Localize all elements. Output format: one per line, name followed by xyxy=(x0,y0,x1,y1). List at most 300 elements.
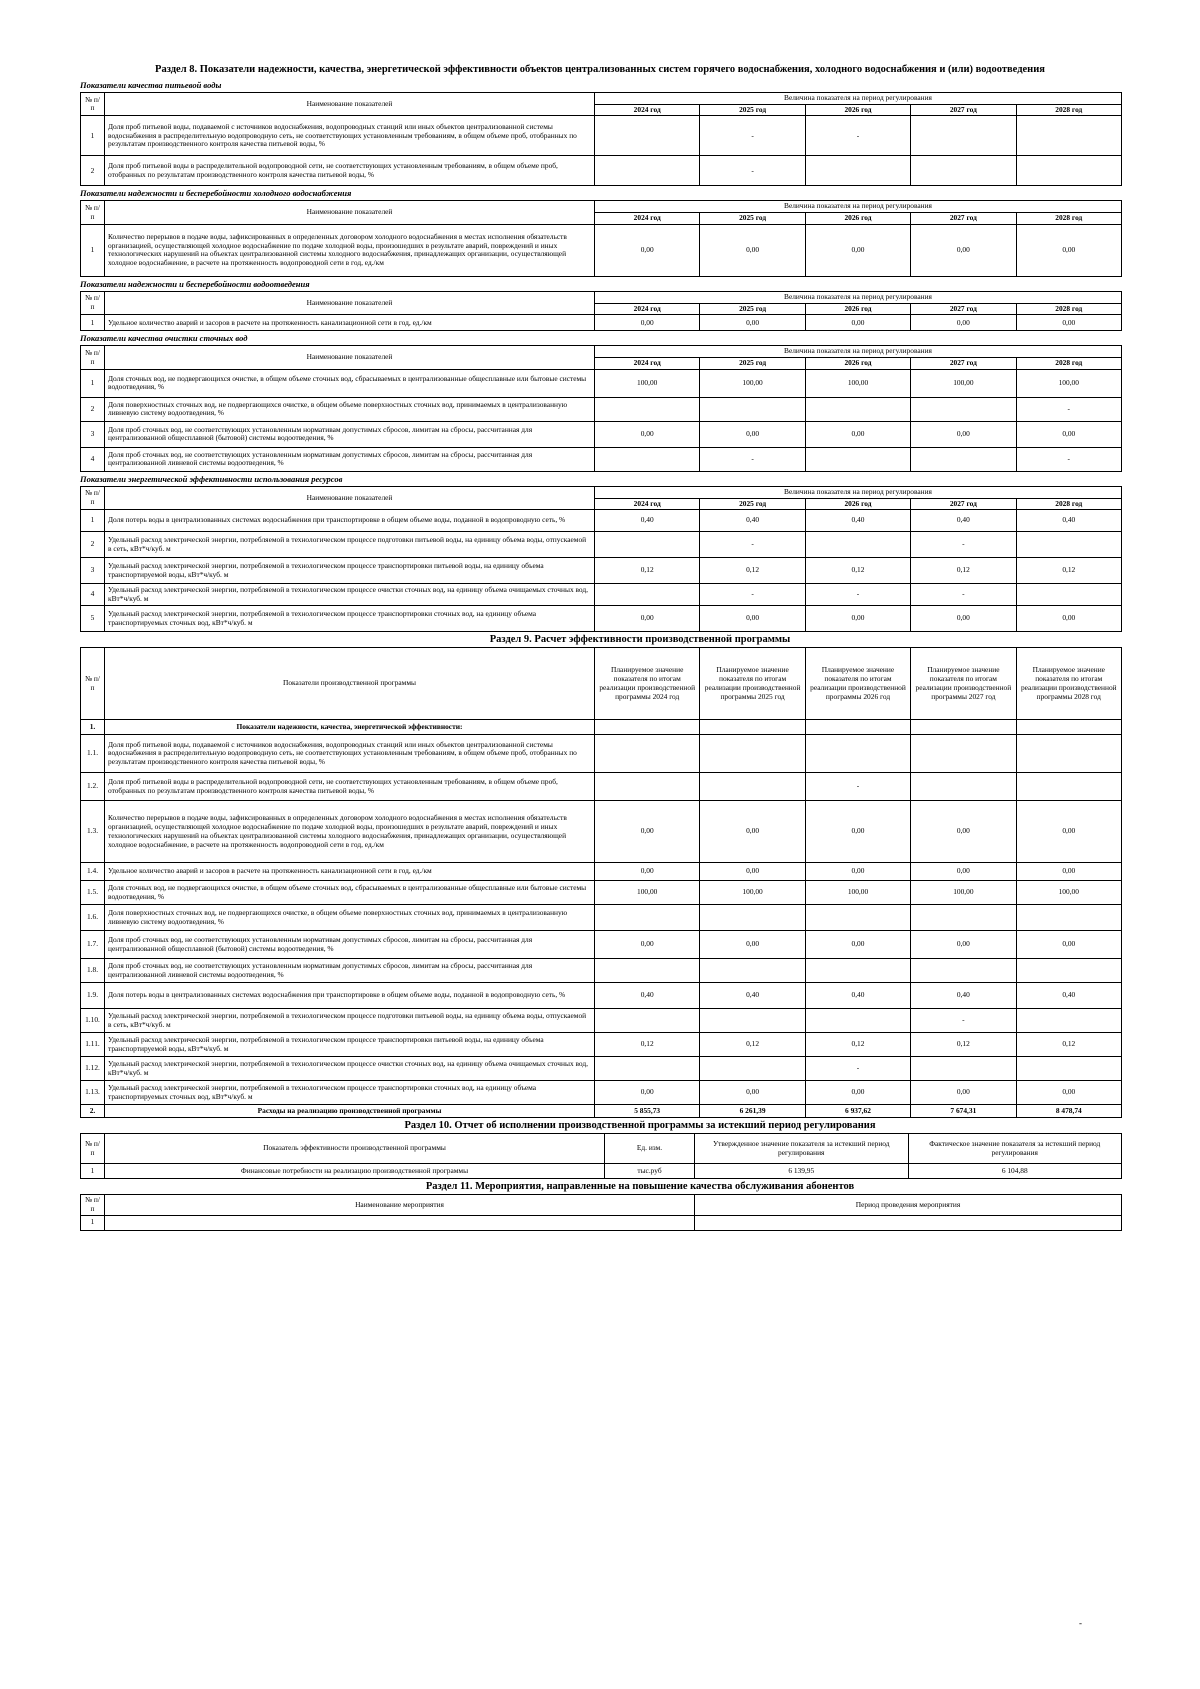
table-row xyxy=(81,801,1122,863)
s9-row-value: 0,12 xyxy=(805,1033,910,1057)
s9-total-value: 6 937,62 xyxy=(805,1105,910,1118)
table-row xyxy=(81,881,1122,905)
s9-row-value: - xyxy=(805,773,910,801)
s8-name-header: Наименование показателей xyxy=(105,346,595,369)
s8-name-header: Наименование показателей xyxy=(105,486,595,509)
s8-row-value: - xyxy=(911,532,1016,558)
s9-col-2026: Планируемое значение показателя по итогам реализации производственной программы 2026 год xyxy=(805,648,910,720)
section9-table xyxy=(80,647,1122,1118)
s9-row-name: Доля сточных вод, не подвергающихся очистке, в общем объеме сточных вод, сбрасываемых в централизованные общесплавные или бытовые системы водоотведения, % xyxy=(105,881,595,905)
s9-row-value: 0,00 xyxy=(805,931,910,959)
table-row xyxy=(81,397,1122,421)
s9-row-value xyxy=(1016,773,1121,801)
s8-group-table xyxy=(80,291,1122,331)
s8-row-value: 0,00 xyxy=(700,224,805,276)
table-row xyxy=(81,1057,1122,1081)
s9-row-value xyxy=(1016,905,1121,931)
s8-row-name: Удельный расход электрической энергии, потребляемой в технологическом процессе транспортировки питьевой воды, на единицу объема транспортируемой воды, кВт*ч/куб. м xyxy=(105,558,595,584)
s9-row-num: 1.13. xyxy=(81,1081,105,1105)
s8-row-value: 0,00 xyxy=(700,606,805,632)
s8-row-value: - xyxy=(805,116,910,156)
s8-row-value: - xyxy=(911,584,1016,606)
s10-name-header: Показатель эффективности производственной программы xyxy=(105,1134,605,1164)
s9-row-value: 100,00 xyxy=(595,881,700,905)
s8-group-table xyxy=(80,200,1122,276)
page-mark: - xyxy=(1079,1618,1082,1628)
s8-row-value xyxy=(595,116,700,156)
s8-row-value: 0,40 xyxy=(700,510,805,532)
s9-row-value xyxy=(595,1057,700,1081)
s8-name-header: Наименование показателей xyxy=(105,201,595,224)
s8-num-header: № п/п xyxy=(81,201,105,224)
s8-year-header: 2026 год xyxy=(805,498,910,510)
table-row xyxy=(81,532,1122,558)
s8-row-name: Удельный расход электрической энергии, потребляемой в технологическом процессе транспортировки сточных вод, на единицу объема транспортируемых сточных вод, кВт*ч/куб. м xyxy=(105,606,595,632)
s8-row-value xyxy=(700,397,805,421)
s8-row-num: 3 xyxy=(81,421,105,447)
s8-group-table xyxy=(80,345,1122,471)
s8-row-num: 5 xyxy=(81,606,105,632)
s8-row-value xyxy=(595,532,700,558)
s9-row-value xyxy=(805,735,910,773)
s9-row-value: 0,40 xyxy=(700,983,805,1009)
s8-year-header: 2026 год xyxy=(805,104,910,116)
s8-row-value: 0,00 xyxy=(1016,606,1121,632)
s8-period-header: Величина показателя на период регулирования xyxy=(595,93,1122,105)
s8-row-value: 0,00 xyxy=(700,421,805,447)
table-row xyxy=(81,773,1122,801)
s8-year-header: 2026 год xyxy=(805,358,910,370)
s8-row-value: 0,00 xyxy=(700,315,805,331)
s8-row-value xyxy=(911,116,1016,156)
s9-row-value: 0,00 xyxy=(1016,931,1121,959)
s9-row-value: 0,00 xyxy=(700,801,805,863)
s9-row-value xyxy=(805,959,910,983)
s9-row-num: 1.10. xyxy=(81,1009,105,1033)
table-row xyxy=(81,156,1122,186)
s8-row-value: 0,00 xyxy=(805,315,910,331)
s8-row-value: 0,00 xyxy=(595,606,700,632)
s9-col-2025: Планируемое значение показателя по итогам реализации производственной программы 2025 год xyxy=(700,648,805,720)
s8-row-value: 0,00 xyxy=(595,421,700,447)
s9-row-num: 1.8. xyxy=(81,959,105,983)
s8-year-header: 2025 год xyxy=(700,104,805,116)
s8-row-name: Удельное количество аварий и засоров в расчете на протяженность канализационной сети в год, ед./км xyxy=(105,315,595,331)
s8-year-header: 2028 год xyxy=(1016,303,1121,315)
s9-row-value: 0,00 xyxy=(805,863,910,881)
s8-year-header: 2026 год xyxy=(805,303,910,315)
s8-group-title: Показатели надежности и бесперебойности холодного водоснабжения xyxy=(80,188,352,199)
s9-total-num: 2. xyxy=(81,1105,105,1118)
s9-row-value: 0,00 xyxy=(911,931,1016,959)
s9-row-name: Удельный расход электрической энергии, потребляемой в технологическом процессе подготовки питьевой воды, на единицу объема воды, отпускаемой в сеть, кВт*ч/куб. м xyxy=(105,1009,595,1033)
s9-row-value xyxy=(911,735,1016,773)
s9-row-num: 1.7. xyxy=(81,931,105,959)
s8-row-value: 0,00 xyxy=(805,606,910,632)
s9-row-value: 0,00 xyxy=(595,863,700,881)
s8-group-title: Показатели надежности и бесперебойности водоотведения xyxy=(80,278,310,289)
section8-title: Раздел 8. Показатели надежности, качества, энергетической эффективности объектов централизованных систем горячего водоснабжения, холодного водоснабжения и (или) водоотведения xyxy=(155,64,1045,75)
s8-year-header: 2025 год xyxy=(700,498,805,510)
s9-row-name: Доля потерь воды в централизованных системах водоснабжения при транспортировке в общем объеме воды, поданной в водопроводную сеть, % xyxy=(105,983,595,1009)
s8-row-value: - xyxy=(1016,447,1121,471)
s9-col-2028: Планируемое значение показателя по итогам реализации производственной программы 2028 год xyxy=(1016,648,1121,720)
s9-row-value xyxy=(700,773,805,801)
s9-row-name: Количество перерывов в подаче воды, зафиксированных в определенных договором холодного водоснабжения в местах исполнения обязательств организацией, осуществляющей холодное водоснабжение по подаче холодной воды, произошедших в результате аварий, повреждений и иных технологических нарушений на объектах централизованной системы холодного водоснабжения, принадлежащих организации, осуществляющей холодное водоснабжение, в расчете на протяженность водопроводной сети в год, ед./км xyxy=(105,801,595,863)
s8-name-header: Наименование показателей xyxy=(105,93,595,116)
s9-row-value: 100,00 xyxy=(805,881,910,905)
s10-unit-header: Ед. изм. xyxy=(605,1134,695,1164)
s8-row-value: - xyxy=(700,447,805,471)
s8-row-num: 1 xyxy=(81,510,105,532)
s8-row-name: Удельный расход электрической энергии, потребляемой в технологическом процессе подготовки питьевой воды, на единицу объема воды, отпускаемой в сеть, кВт*ч/куб. м xyxy=(105,532,595,558)
s8-year-header: 2028 год xyxy=(1016,213,1121,225)
s9-row-name: Доля проб сточных вод, не соответствующих установленным нормативам допустимых сбросов, лимитам на сбросы, рассчитанная для централизованной ливневой системы водоотведения, % xyxy=(105,959,595,983)
s9-col-2027: Планируемое значение показателя по итогам реализации производственной программы 2027 год xyxy=(911,648,1016,720)
s8-year-header: 2026 год xyxy=(805,213,910,225)
table-row xyxy=(81,421,1122,447)
s9-num-header: № п/п xyxy=(81,648,105,720)
s9-total-value: 7 674,31 xyxy=(911,1105,1016,1118)
s8-row-value: - xyxy=(700,584,805,606)
s9-row-value: 0,00 xyxy=(595,801,700,863)
s9-row-value: 0,00 xyxy=(1016,801,1121,863)
s8-year-header: 2027 год xyxy=(911,213,1016,225)
s8-row-name: Количество перерывов в подаче воды, зафиксированных в определенных договором холодного водоснабжения в местах исполнения обязательств организацией, осуществляющей холодное водоснабжение по подаче холодной воды, произошедших в результате аварий, повреждений и иных технологических нарушений на объектах централизованной системы холодного водоснабжения, принадлежащих организации, осуществляющей холодное водоснабжение, в расчете на протяженность водопроводной сети в год, ед./км xyxy=(105,224,595,276)
s8-row-value: 0,40 xyxy=(595,510,700,532)
s8-row-value: - xyxy=(700,116,805,156)
s8-row-num: 1 xyxy=(81,369,105,397)
s9-row-value xyxy=(911,959,1016,983)
s8-row-value xyxy=(911,397,1016,421)
s9-row-value: 0,40 xyxy=(805,983,910,1009)
section10-table xyxy=(80,1133,1122,1179)
s9-name-header: Показатели производственной программы xyxy=(105,648,595,720)
table-row xyxy=(81,224,1122,276)
s8-row-value: 0,40 xyxy=(911,510,1016,532)
s11-row-name xyxy=(105,1215,695,1230)
s10-num-header: № п/п xyxy=(81,1134,105,1164)
s11-num-header: № п/п xyxy=(81,1195,105,1215)
s8-year-header: 2024 год xyxy=(595,213,700,225)
s9-row-value: 0,00 xyxy=(595,931,700,959)
s8-group-title: Показатели качества очистки сточных вод xyxy=(80,333,248,344)
s8-row-num: 4 xyxy=(81,447,105,471)
s8-row-value xyxy=(595,397,700,421)
s8-row-value xyxy=(595,156,700,186)
s9-row-num: 1.5. xyxy=(81,881,105,905)
s9-row-name: Удельное количество аварий и засоров в расчете на протяженность канализационной сети в год, ед./км xyxy=(105,863,595,881)
table-row xyxy=(81,1033,1122,1057)
table-row xyxy=(81,931,1122,959)
s9-row-name: Доля поверхностных сточных вод, не подвергающихся очистке, в общем объеме поверхностных сточных вод, принимаемых в централизованную ливневую систему водоотведения, % xyxy=(105,905,595,931)
s8-year-header: 2028 год xyxy=(1016,104,1121,116)
s9-row-num: 1.1. xyxy=(81,735,105,773)
s8-row-name: Доля потерь воды в централизованных системах водоснабжения при транспортировке в общем объеме воды, поданной в водопроводную сеть, % xyxy=(105,510,595,532)
s8-row-value: 0,00 xyxy=(911,421,1016,447)
s8-year-header: 2027 год xyxy=(911,104,1016,116)
section11-table xyxy=(80,1194,1122,1230)
section8-body xyxy=(80,78,1200,632)
table-row xyxy=(81,905,1122,931)
s9-row-value: 0,40 xyxy=(595,983,700,1009)
s9-row-value xyxy=(700,905,805,931)
s9-row-value: 0,40 xyxy=(911,983,1016,1009)
s8-row-name: Доля проб сточных вод, не соответствующих установленным нормативам допустимых сбросов, лимитам на сбросы, рассчитанная для централизованной общесплавной (бытовой) системы водоотведения, % xyxy=(105,421,595,447)
s8-row-value xyxy=(805,156,910,186)
s8-year-header: 2027 год xyxy=(911,303,1016,315)
s8-row-value: 100,00 xyxy=(805,369,910,397)
s9-row-value: 0,00 xyxy=(911,863,1016,881)
s8-year-header: 2024 год xyxy=(595,104,700,116)
s8-row-value xyxy=(911,447,1016,471)
s8-row-value: 0,00 xyxy=(805,421,910,447)
s8-row-value: 100,00 xyxy=(700,369,805,397)
table-row xyxy=(81,983,1122,1009)
s8-num-header: № п/п xyxy=(81,346,105,369)
s9-row-value xyxy=(700,959,805,983)
s9-row-value: 0,00 xyxy=(805,801,910,863)
s9-row-value xyxy=(595,1009,700,1033)
s9-group-num: 1. xyxy=(81,720,105,735)
table-row xyxy=(81,863,1122,881)
s8-year-header: 2025 год xyxy=(700,303,805,315)
s8-row-value: 100,00 xyxy=(1016,369,1121,397)
s9-total-name: Расходы на реализацию производственной программы xyxy=(105,1105,595,1118)
s9-total-value: 5 855,73 xyxy=(595,1105,700,1118)
s9-row-name: Удельный расход электрической энергии, потребляемой в технологическом процессе очистки сточных вод, на единицу объема очищаемых сточных вод, кВт*ч/куб. м xyxy=(105,1057,595,1081)
s8-group-title: Показатели энергетической эффективности использования ресурсов xyxy=(80,473,343,484)
s8-period-header: Величина показателя на период регулирования xyxy=(595,486,1122,498)
table-row-total xyxy=(81,1105,1122,1118)
s9-row-value: 0,00 xyxy=(911,1081,1016,1105)
table-row xyxy=(81,606,1122,632)
s10-row-actual: 6 104,88 xyxy=(908,1164,1122,1179)
s8-row-num: 1 xyxy=(81,116,105,156)
s10-row-unit: тыс.руб xyxy=(605,1164,695,1179)
s9-row-value xyxy=(1016,1057,1121,1081)
s9-row-value: 0,12 xyxy=(700,1033,805,1057)
s8-group-title: Показатели качества питьевой воды xyxy=(80,80,222,90)
s8-year-header: 2025 год xyxy=(700,358,805,370)
s9-row-value: 100,00 xyxy=(700,881,805,905)
s8-year-header: 2028 год xyxy=(1016,498,1121,510)
s8-row-name: Доля сточных вод, не подвергающихся очистке, в общем объеме сточных вод, сбрасываемых в централизованные общесплавные или бытовые системы водоотведения, % xyxy=(105,369,595,397)
s9-row-value: 0,00 xyxy=(805,1081,910,1105)
s9-row-value xyxy=(595,735,700,773)
s8-row-name: Доля поверхностных сточных вод, не подвергающихся очистке, в общем объеме поверхностных сточных вод, принимаемых в централизованную ливневую систему водоотведения, % xyxy=(105,397,595,421)
s8-row-num: 1 xyxy=(81,315,105,331)
s8-row-name: Доля проб сточных вод, не соответствующих установленным нормативам допустимых сбросов, лимитам на сбросы, рассчитанная для централизованной ливневой системы водоотведения, % xyxy=(105,447,595,471)
section11-title: Раздел 11. Мероприятия, направленные на повышение качества обслуживания абонентов xyxy=(425,1181,855,1193)
s11-row-num: 1 xyxy=(81,1215,105,1230)
s10-actual-header: Фактическое значение показателя за истекший период регулирования xyxy=(908,1134,1122,1164)
s9-row-value xyxy=(595,905,700,931)
s9-row-name: Доля проб питьевой воды, подаваемой с источников водоснабжения, водопроводных станций или иных объектов централизованной системы водоснабжения в распределительную водопроводную сеть, не соответствующих установленным требованиям, в общем объеме проб, отобранных по результатам производственного контроля качества питьевой воды, % xyxy=(105,735,595,773)
s9-row-value: 100,00 xyxy=(911,881,1016,905)
s8-row-num: 2 xyxy=(81,156,105,186)
table-row xyxy=(81,735,1122,773)
s8-row-value: 100,00 xyxy=(911,369,1016,397)
s9-row-num: 1.11. xyxy=(81,1033,105,1057)
s9-row-value: 0,40 xyxy=(1016,983,1121,1009)
s9-row-num: 1.2. xyxy=(81,773,105,801)
s8-row-value: 0,12 xyxy=(911,558,1016,584)
s8-row-num: 2 xyxy=(81,397,105,421)
s9-row-value xyxy=(805,905,910,931)
s8-row-value xyxy=(1016,156,1121,186)
s9-row-num: 1.9. xyxy=(81,983,105,1009)
s8-num-header: № п/п xyxy=(81,93,105,116)
s8-period-header: Величина показателя на период регулирования xyxy=(595,346,1122,358)
s9-row-value xyxy=(805,1009,910,1033)
s9-row-value: - xyxy=(805,1057,910,1081)
s8-row-value: 0,00 xyxy=(1016,421,1121,447)
s8-row-name: Удельный расход электрической энергии, потребляемой в технологическом процессе очистки сточных вод, на единицу объема очищаемых сточных вод, кВт*ч/куб. м xyxy=(105,584,595,606)
s9-row-value xyxy=(1016,959,1121,983)
s8-name-header: Наименование показателей xyxy=(105,291,595,314)
s8-row-value xyxy=(595,447,700,471)
s9-group-name: Показатели надежности, качества, энергетической эффективности: xyxy=(105,720,595,735)
s8-row-num: 2 xyxy=(81,532,105,558)
s8-row-value xyxy=(805,397,910,421)
s8-num-header: № п/п xyxy=(81,291,105,314)
s9-row-num: 1.6. xyxy=(81,905,105,931)
s8-row-value: 0,00 xyxy=(911,224,1016,276)
table-row xyxy=(81,959,1122,983)
s9-row-name: Доля проб сточных вод, не соответствующих установленным нормативам допустимых сбросов, лимитам на сбросы, рассчитанная для централизованной общесплавной (бытовой) системы водоотведения, % xyxy=(105,931,595,959)
s8-year-header: 2028 год xyxy=(1016,358,1121,370)
s8-row-value: 0,00 xyxy=(911,315,1016,331)
s9-row-value: 100,00 xyxy=(1016,881,1121,905)
s9-row-num: 1.4. xyxy=(81,863,105,881)
section9-title: Раздел 9. Расчет эффективности производственной программы xyxy=(489,634,791,646)
s8-year-header: 2024 год xyxy=(595,498,700,510)
s8-row-value xyxy=(1016,532,1121,558)
s8-row-value: - xyxy=(805,584,910,606)
table-row xyxy=(81,558,1122,584)
s8-row-value: 0,12 xyxy=(700,558,805,584)
s8-row-num: 4 xyxy=(81,584,105,606)
s8-row-value: 0,00 xyxy=(805,224,910,276)
s9-row-value: 0,00 xyxy=(700,931,805,959)
s8-row-value: 0,12 xyxy=(805,558,910,584)
table-row xyxy=(81,510,1122,532)
s8-row-name: Доля проб питьевой воды в распределительной водопроводной сети, не соответствующих установленным требованиям, в общем объеме проб, отобранных по результатам производственного контроля качества питьевой воды, % xyxy=(105,156,595,186)
s8-group-table xyxy=(80,92,1122,186)
s8-row-value: 0,00 xyxy=(1016,315,1121,331)
s8-row-value: 0,40 xyxy=(805,510,910,532)
s9-col-2024: Планируемое значение показателя по итогам реализации производственной программы 2024 год xyxy=(595,648,700,720)
s9-row-value: 0,12 xyxy=(1016,1033,1121,1057)
table-row xyxy=(81,447,1122,471)
s9-row-value xyxy=(595,773,700,801)
s8-row-value: 0,00 xyxy=(1016,224,1121,276)
s8-row-num: 3 xyxy=(81,558,105,584)
s9-row-value: - xyxy=(911,1009,1016,1033)
s9-row-value xyxy=(911,773,1016,801)
s8-year-header: 2027 год xyxy=(911,358,1016,370)
s9-row-value xyxy=(700,1057,805,1081)
s8-row-value xyxy=(595,584,700,606)
s9-row-value: 0,00 xyxy=(911,801,1016,863)
s9-total-value: 8 478,74 xyxy=(1016,1105,1121,1118)
s8-row-value: 0,00 xyxy=(911,606,1016,632)
table-row xyxy=(81,1009,1122,1033)
s9-total-value: 6 261,39 xyxy=(700,1105,805,1118)
s11-period-header: Период проведения мероприятия xyxy=(695,1195,1122,1215)
s8-row-value: - xyxy=(700,156,805,186)
s10-row-name: Финансовые потребности на реализацию производственной программы xyxy=(105,1164,605,1179)
s11-name-header: Наименование мероприятия xyxy=(105,1195,695,1215)
s9-row-name: Удельный расход электрической энергии, потребляемой в технологическом процессе транспортировки сточных вод, на единицу объема транспортируемых сточных вод, кВт*ч/куб. м xyxy=(105,1081,595,1105)
s9-row-value: 0,00 xyxy=(595,1081,700,1105)
s9-row-value xyxy=(1016,735,1121,773)
s10-row-num: 1 xyxy=(81,1164,105,1179)
s8-row-value: 0,12 xyxy=(1016,558,1121,584)
s9-row-value: 0,12 xyxy=(911,1033,1016,1057)
s8-row-name: Доля проб питьевой воды, подаваемой с источников водоснабжения, водопроводных станций или иных объектов централизованной системы водоснабжения в распределительную водопроводную сеть, не соответствующих установленным требованиям, в общем объеме проб, отобранных по результатам производственного контроля качества питьевой воды, % xyxy=(105,116,595,156)
s8-row-value: 0,00 xyxy=(595,315,700,331)
s8-row-value xyxy=(911,156,1016,186)
s9-row-value: 0,00 xyxy=(1016,1081,1121,1105)
s8-row-value: 0,40 xyxy=(1016,510,1121,532)
s8-year-header: 2024 год xyxy=(595,358,700,370)
s8-row-value xyxy=(1016,584,1121,606)
s10-row-approved: 6 139,95 xyxy=(695,1164,909,1179)
table-row xyxy=(81,315,1122,331)
s8-row-num: 1 xyxy=(81,224,105,276)
s8-num-header: № п/п xyxy=(81,486,105,509)
s10-approved-header: Утвержденное значение показателя за истекший период регулирования xyxy=(695,1134,909,1164)
table-row xyxy=(81,584,1122,606)
s9-row-value: 0,00 xyxy=(1016,863,1121,881)
s9-row-value: 0,00 xyxy=(700,1081,805,1105)
s8-period-header: Величина показателя на период регулирования xyxy=(595,291,1122,303)
section10-title: Раздел 10. Отчет об исполнении производственной программы за истекший период регулирования xyxy=(404,1120,876,1132)
s8-row-value xyxy=(805,532,910,558)
s9-row-value xyxy=(595,959,700,983)
s9-row-value xyxy=(911,905,1016,931)
s9-row-value xyxy=(700,735,805,773)
table-row xyxy=(81,369,1122,397)
s8-row-value: - xyxy=(700,532,805,558)
s9-row-num: 1.12. xyxy=(81,1057,105,1081)
s8-row-value: 100,00 xyxy=(595,369,700,397)
table-row xyxy=(81,116,1122,156)
s8-row-value: - xyxy=(1016,397,1121,421)
s9-row-value xyxy=(1016,1009,1121,1033)
s8-period-header: Величина показателя на период регулирования xyxy=(595,201,1122,213)
s8-row-value: 0,00 xyxy=(595,224,700,276)
s9-row-num: 1.3. xyxy=(81,801,105,863)
s9-row-value: 0,00 xyxy=(700,863,805,881)
s9-row-value: 0,12 xyxy=(595,1033,700,1057)
s8-year-header: 2027 год xyxy=(911,498,1016,510)
s8-row-value xyxy=(1016,116,1121,156)
s8-row-value: 0,12 xyxy=(595,558,700,584)
s9-row-value xyxy=(911,1057,1016,1081)
s8-year-header: 2024 год xyxy=(595,303,700,315)
s9-row-name: Доля проб питьевой воды в распределительной водопроводной сети, не соответствующих установленным требованиям, в общем объеме проб, отобранных по результатам производственного контроля качества питьевой воды, % xyxy=(105,773,595,801)
s9-row-value xyxy=(700,1009,805,1033)
s11-row-period xyxy=(695,1215,1122,1230)
s9-row-name: Удельный расход электрической энергии, потребляемой в технологическом процессе транспортировки питьевой воды, на единицу объема транспортируемой воды, кВт*ч/куб. м xyxy=(105,1033,595,1057)
s8-year-header: 2025 год xyxy=(700,213,805,225)
s8-row-value xyxy=(805,447,910,471)
table-row xyxy=(81,1081,1122,1105)
s8-group-table xyxy=(80,486,1122,632)
